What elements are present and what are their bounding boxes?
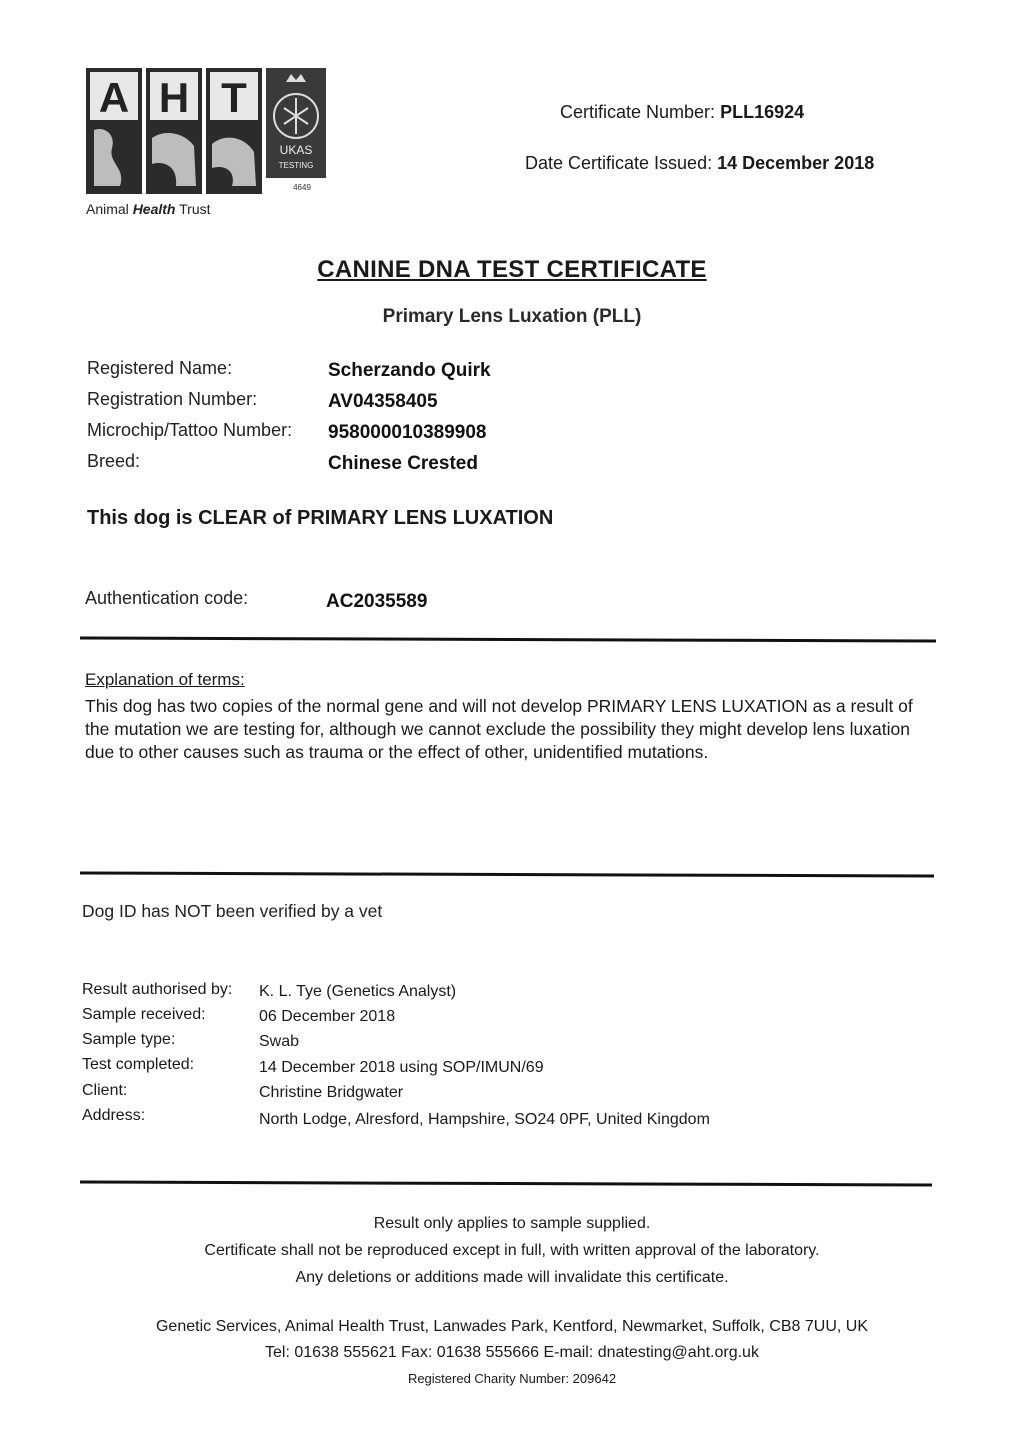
page-subtitle: Primary Lens Luxation (PLL) [382, 306, 642, 327]
logo-letter-t: T [221, 74, 247, 121]
logo-caption-em: Health [132, 201, 176, 217]
aht-logo-graphic [86, 68, 326, 194]
ukas-sub: TESTING [278, 161, 314, 170]
cert-number-label: Certificate Number: [560, 102, 716, 122]
detail-value-sample-type: Swab [259, 1033, 300, 1050]
explanation-heading: Explanation of terms: [85, 670, 245, 689]
certificate-number [560, 102, 804, 123]
field-label-registered-name: Registered Name: [87, 358, 233, 378]
detail-label-authorised: Result authorised by: [82, 981, 233, 998]
aht-logo [86, 68, 326, 194]
logo-letter-a: A [98, 74, 130, 121]
detail-label-address: Address: [82, 1107, 146, 1124]
detail-label-completed: Test completed: [82, 1056, 195, 1073]
field-label-breed: Breed: [87, 451, 141, 471]
field-label-registration-number: Registration Number: [87, 389, 258, 409]
field-label-microchip: Microchip/Tattoo Number: [87, 420, 293, 440]
logo-caption: Animal Health Trust [86, 201, 211, 217]
date-issued [525, 153, 874, 174]
logo-letter-h: H [158, 74, 190, 121]
footer-charity: Registered Charity Number: 209642 [407, 1371, 617, 1386]
detail-value-client: Christine Bridgwater [259, 1084, 404, 1101]
disclaimer-line-3: Any deletions or additions made will invalidate this certificate. [295, 1269, 729, 1286]
ukas-number: 4649 [293, 183, 311, 192]
detail-value-address: North Lodge, Alresford, Hampshire, SO24 0PF, United Kingdom [259, 1111, 710, 1128]
explanation-text: This dog has two copies of the normal gene and will not develop PRIMARY LENS LUXATION as a result of the mutation we are testing for, although we cannot exclude the possibility they might develop lens luxation due to other causes such as trauma or the effect of other, unidentified mutations. [85, 696, 913, 762]
page-title: CANINE DNA TEST CERTIFICATE [317, 256, 707, 283]
verification-status: Dog ID has NOT been verified by a vet [82, 901, 383, 921]
detail-value-received: 06 December 2018 [259, 1008, 396, 1025]
detail-value-authorised: K. L. Tye (Genetics Analyst) [259, 983, 457, 1000]
detail-label-received: Sample received: [82, 1006, 206, 1023]
field-value-registered-name: Scherzando Quirk [328, 360, 491, 381]
field-value-breed: Chinese Crested [328, 453, 478, 474]
disclaimer-line-2: Certificate shall not be reproduced except in full, with written approval of the laboratory. [204, 1242, 820, 1259]
field-value-microchip: 958000010389908 [328, 422, 487, 443]
detail-value-completed: 14 December 2018 using SOP/IMUN/69 [259, 1059, 544, 1076]
ukas-text: UKAS [279, 143, 313, 157]
divider-1 [80, 637, 936, 643]
disclaimer-line-1: Result only applies to sample supplied. [373, 1215, 651, 1232]
detail-label-sample-type: Sample type: [82, 1031, 176, 1048]
auth-code-label: Authentication code: [85, 588, 249, 608]
divider-3 [80, 1181, 932, 1187]
footer [0, 1314, 1024, 1392]
footer-contact: Tel: 01638 555621 Fax: 01638 555666 E-mail: dnatesting@aht.org.uk [265, 1344, 759, 1361]
detail-label-client: Client: [82, 1082, 128, 1099]
footer-address: Genetic Services, Animal Health Trust, Lanwades Park, Kentford, Newmarket, Suffolk, CB8 7UU, UK [155, 1318, 868, 1335]
date-label: Date Certificate Issued: [525, 153, 713, 173]
date-value: 14 December 2018 [717, 153, 875, 173]
test-result: This dog is CLEAR of PRIMARY LENS LUXATION [87, 507, 554, 529]
cert-number-value: PLL16924 [720, 102, 805, 122]
auth-code-value: AC2035589 [326, 591, 428, 612]
disclaimer [0, 1210, 1024, 1291]
field-value-registration-number: AV04358405 [328, 391, 438, 412]
divider-2 [80, 872, 934, 878]
